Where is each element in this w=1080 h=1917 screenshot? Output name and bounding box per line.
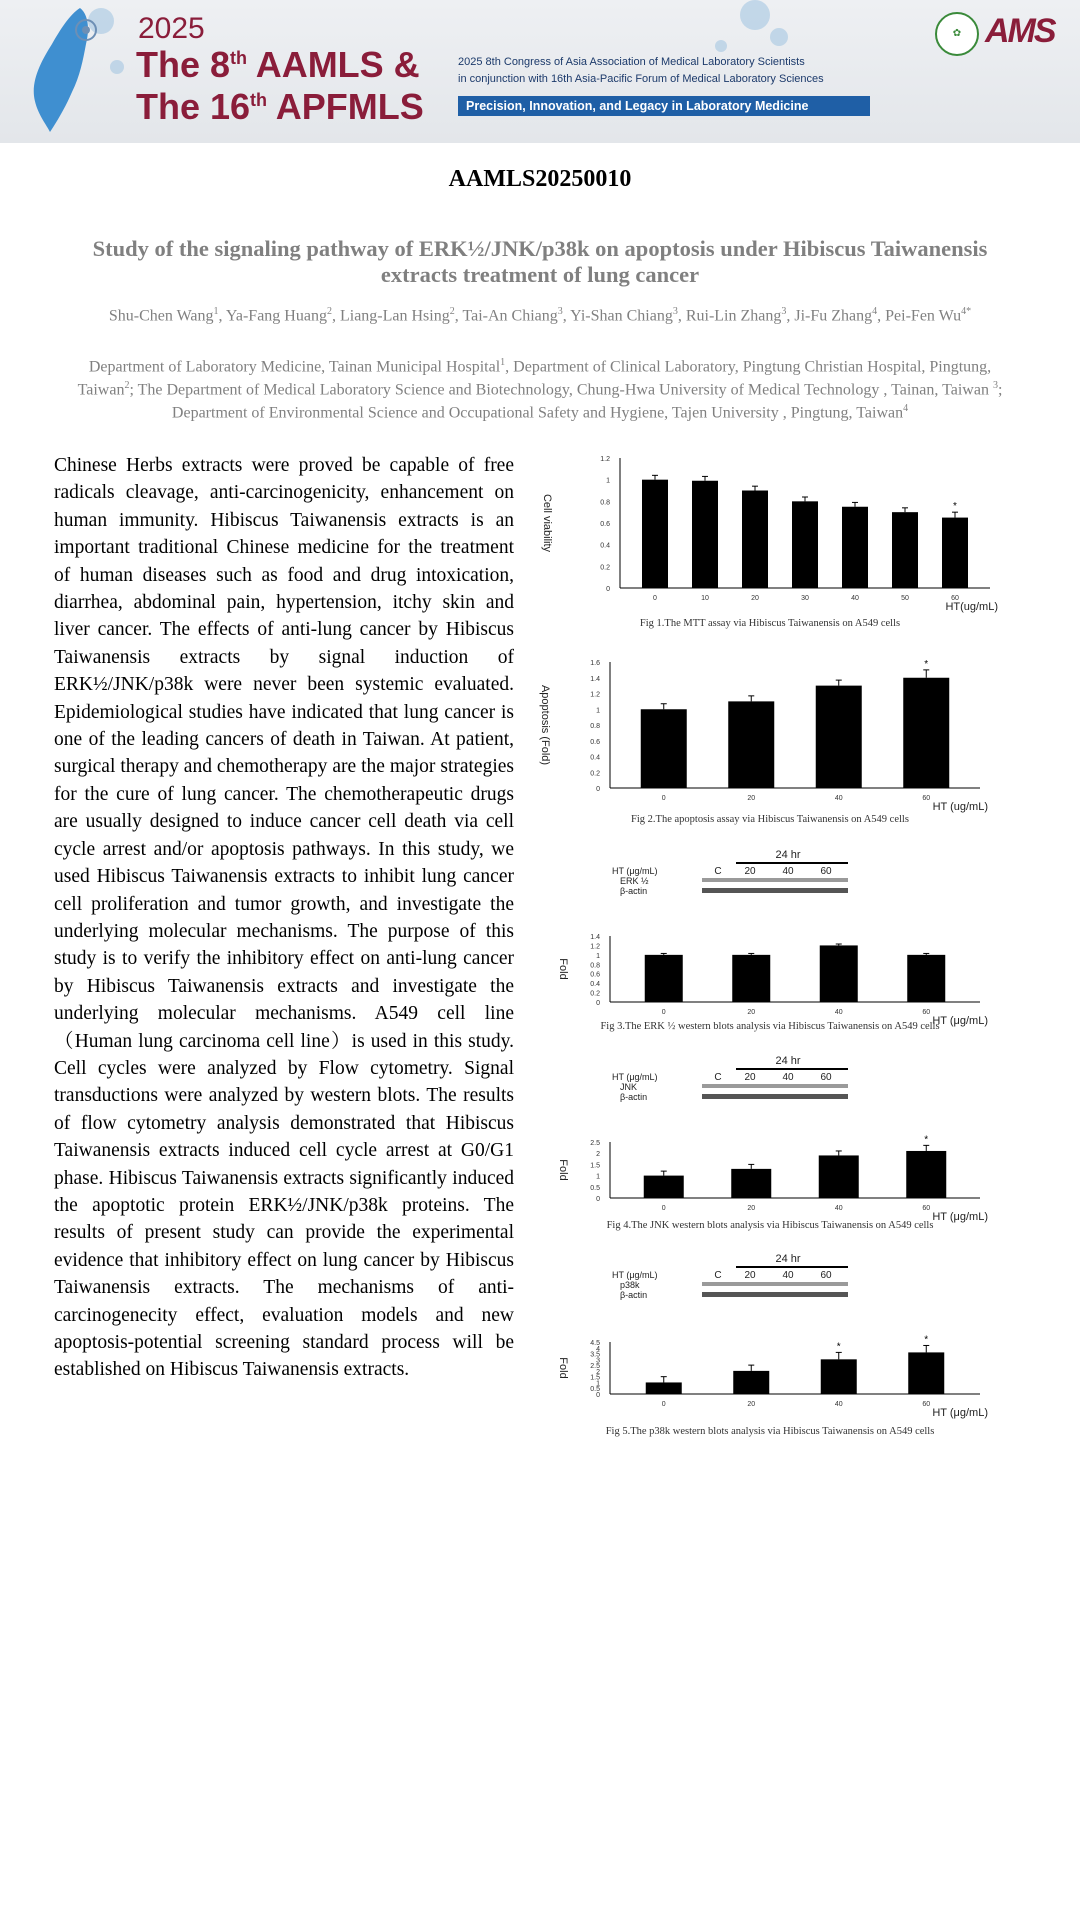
x-tick-label: 20 xyxy=(747,1205,756,1212)
bar xyxy=(821,1359,857,1394)
y-tick-label: 1.5 xyxy=(590,1374,600,1382)
y-tick-label: 1.5 xyxy=(590,1162,600,1170)
blot-unit-label: HT (μg/mL) xyxy=(612,1072,658,1082)
x-tick-label: 20 xyxy=(751,595,759,602)
blot-lane-label: C xyxy=(714,866,722,877)
blot-band xyxy=(702,888,848,893)
author-affiliation-mark: 3 xyxy=(557,306,563,317)
author-affiliation-mark: 4 xyxy=(872,306,878,317)
x-axis-label: HT (ug/mL) xyxy=(932,801,988,813)
affiliation-text: ; The Department of Medical Laboratory Science and Biotechnology, Chung-Hwa University of Medical Technology , Tainan, Taiwan xyxy=(129,381,993,399)
affiliation-mark: 1 xyxy=(500,357,506,368)
chart-5-svg xyxy=(530,1250,1010,1440)
y-tick-label: 0 xyxy=(596,786,600,793)
bar xyxy=(646,1382,682,1394)
x-axis-label: HT (μg/mL) xyxy=(932,1015,988,1027)
author-name: Rui-Lin Zhang xyxy=(685,307,782,325)
author-affiliation-mark: 2 xyxy=(326,306,332,317)
author-name: Shu-Chen Wang xyxy=(108,307,214,325)
x-tick-label: 40 xyxy=(834,1205,843,1212)
paper-title: Study of the signaling pathway of ERK½/JNK/p38k on apoptosis under Hibiscus Taiwanensis extracts treatment of lung cancer xyxy=(92,236,988,287)
x-tick-label: 60 xyxy=(922,1205,931,1212)
blot-band xyxy=(702,1084,848,1088)
author-name: Ji-Fu Zhang xyxy=(794,307,873,325)
blot-unit-label: HT (μg/mL) xyxy=(612,866,658,876)
affiliation-mark: 4 xyxy=(903,402,909,414)
y-tick-label: 0.6 xyxy=(590,738,600,746)
author-list: Shu-Chen Wang$^1$, Ya-Fang Huang$^2$, Liang-Lan Hsing$^2$, Tai-An Chiang$^3$, Yi-Shan Chiang$^3$, Rui-Lin Zhang$^3$, Ji-Fu Zhang$^4$, Pei-Fen $Wu^{4*}$ xyxy=(108,306,972,325)
affiliation-mark: 2 xyxy=(124,379,130,391)
x-tick-label: 60 xyxy=(922,795,931,802)
chart-1-svg xyxy=(530,448,1010,636)
bar xyxy=(792,501,818,588)
chart-3-svg xyxy=(530,846,1010,1036)
blot-band xyxy=(702,1282,848,1286)
y-tick-label: 1 xyxy=(606,477,610,485)
y-tick-label: 2.5 xyxy=(590,1363,600,1371)
taiwan-map-icon xyxy=(28,4,108,136)
bar xyxy=(903,678,949,788)
y-tick-label: 0.2 xyxy=(600,564,610,572)
affiliation-mark: 3 xyxy=(992,379,998,391)
blot-time-label: 24 hr xyxy=(775,1253,801,1265)
affiliation-text: ; Department of Environmental Science and Occupational Safety and Hygiene, Tajen University , Pingtung, Taiwan xyxy=(171,381,1003,421)
author-affiliation-mark: 3 xyxy=(672,306,678,317)
author-affiliation-mark: 3 xyxy=(781,306,787,317)
y-tick-label: 0.4 xyxy=(590,754,600,762)
y-tick-label: 0 xyxy=(596,1196,600,1203)
bar xyxy=(907,955,945,1002)
x-axis-label: HT(ug/mL) xyxy=(945,601,998,613)
author-name: Ya-Fang Huang xyxy=(225,307,327,325)
author-name: Tai-An Chiang xyxy=(462,307,558,325)
y-axis-label: Cell viability xyxy=(541,493,553,553)
affiliations xyxy=(60,354,1020,422)
blot-lane-label: 60 xyxy=(820,1072,832,1083)
figure-caption: Fig 4.The JNK western blots analysis via Hibiscus Taiwanensis on A549 cells xyxy=(606,1220,934,1231)
figure-4-jnk-western-blot xyxy=(530,1052,1010,1234)
author-name: Liang-Lan Hsing xyxy=(339,307,450,325)
blot-lane-label: 20 xyxy=(744,1270,756,1281)
x-tick-label: 50 xyxy=(901,595,909,602)
bar xyxy=(645,955,683,1002)
figure-caption: Fig 1.The MTT assay via Hibiscus Taiwanensis on A549 cells xyxy=(639,618,901,629)
bar xyxy=(908,1352,944,1394)
y-tick-label: 1 xyxy=(596,707,600,715)
significance-mark: * xyxy=(924,658,929,670)
y-tick-label: 0.4 xyxy=(600,542,610,550)
x-tick-label: 10 xyxy=(701,595,709,602)
blot-time-label: 24 hr xyxy=(775,849,801,861)
bar xyxy=(733,1371,769,1394)
bar xyxy=(842,507,868,588)
blot-band xyxy=(702,878,848,882)
x-tick-label: 0 xyxy=(661,1205,666,1212)
y-tick-label: 3.5 xyxy=(590,1351,600,1359)
chart-4-svg xyxy=(530,1052,1010,1234)
blot-lane-label: 60 xyxy=(820,866,832,877)
decor-bubble xyxy=(110,60,124,74)
figure-1-mtt-assay xyxy=(530,448,1010,636)
x-tick-label: 60 xyxy=(951,595,959,602)
banner-congress-line1: 2025 8th Congress of Asia Association of Medical Laboratory Scientists xyxy=(458,56,805,68)
y-tick-label: 2.5 xyxy=(590,1140,600,1147)
y-tick-label: 2 xyxy=(596,1151,600,1159)
bar xyxy=(731,1169,771,1198)
author-affiliation-mark: 1 xyxy=(213,306,219,317)
y-axis-label: Fold xyxy=(557,958,569,980)
y-tick-label: 1.4 xyxy=(590,675,600,683)
y-tick-label: 0.8 xyxy=(600,499,610,507)
blot-row-label: JNK xyxy=(620,1082,638,1092)
blot-row-label: β-actin xyxy=(620,886,648,896)
x-tick-label: 40 xyxy=(834,1401,843,1408)
x-tick-label: 0 xyxy=(661,795,666,802)
y-tick-label: 0.2 xyxy=(590,770,600,778)
significance-mark: * xyxy=(924,1334,929,1346)
y-tick-label: 1.2 xyxy=(590,943,600,951)
bar xyxy=(728,701,774,788)
affiliation-text: , Department of Clinical Laboratory, Pingtung Christian Hospital, Pingtung, Taiwan xyxy=(77,358,992,399)
blot-lane-label: 40 xyxy=(782,866,794,877)
bar xyxy=(816,686,862,788)
x-tick-label: 0 xyxy=(661,1401,666,1408)
decor-bubble xyxy=(740,0,770,30)
y-tick-label: 0 xyxy=(596,1000,600,1007)
x-tick-label: 60 xyxy=(922,1401,931,1408)
abstract-code: AAMLS20250010 xyxy=(448,166,632,192)
blot-lane-label: C xyxy=(714,1072,722,1083)
y-tick-label: 1.2 xyxy=(590,691,600,699)
y-axis-label: Apoptosis (Fold) xyxy=(539,684,551,766)
blot-lane-label: C xyxy=(714,1270,722,1281)
y-tick-label: 1 xyxy=(596,1380,600,1388)
bar xyxy=(906,1151,946,1198)
author-affiliation-mark: 2 xyxy=(449,306,455,317)
figure-5-p38k-western-blot xyxy=(530,1250,1010,1440)
chart-2-svg xyxy=(530,652,1010,832)
y-tick-label: 0.8 xyxy=(590,962,600,970)
figure-caption: Fig 5.The p38k western blots analysis via Hibiscus Taiwanensis on A549 cells xyxy=(605,1426,935,1437)
figure-caption: Fig 3.The ERK ½ western blots analysis via Hibiscus Taiwanensis on A549 cells xyxy=(600,1021,940,1032)
bar xyxy=(742,491,768,589)
affiliation-text: Department of Laboratory Medicine, Tainan Municipal Hospital xyxy=(88,358,501,376)
x-tick-label: 40 xyxy=(851,595,859,602)
bar xyxy=(642,480,668,588)
x-tick-label: 20 xyxy=(747,1401,756,1408)
blot-time-label: 24 hr xyxy=(775,1055,801,1067)
y-tick-label: 1.6 xyxy=(590,660,600,667)
x-tick-label: 20 xyxy=(747,1009,756,1016)
bar xyxy=(819,1155,859,1198)
blot-band xyxy=(702,1094,848,1099)
x-axis-label: HT (μg/mL) xyxy=(932,1407,988,1419)
y-tick-label: 2 xyxy=(596,1368,600,1376)
y-tick-label: 0.8 xyxy=(590,723,600,730)
x-tick-label: 0 xyxy=(653,595,657,602)
blot-lane-label: 20 xyxy=(744,1072,756,1083)
x-tick-label: 20 xyxy=(747,795,756,802)
y-axis-label: Fold xyxy=(557,1357,569,1379)
significance-mark: * xyxy=(836,1341,841,1353)
y-tick-label: 1.2 xyxy=(600,456,610,463)
blot-unit-label: HT (μg/mL) xyxy=(612,1270,658,1280)
figure-2-apoptosis-assay xyxy=(530,652,1010,832)
significance-mark: * xyxy=(924,1134,929,1146)
figure-3-erk-western-blot xyxy=(530,846,1010,1036)
blot-row-label: β-actin xyxy=(620,1290,648,1300)
bar xyxy=(644,1176,684,1198)
x-tick-label: 40 xyxy=(834,1009,843,1016)
banner-title-line1: The 8th AAMLS & xyxy=(136,44,420,85)
society-seal-logo: ✿ xyxy=(935,12,979,56)
conference-banner xyxy=(0,0,1080,143)
y-tick-label: 1 xyxy=(596,1173,600,1181)
significance-mark: * xyxy=(953,501,957,513)
y-tick-label: 4 xyxy=(596,1345,600,1353)
author-name: Pei-Fen Wu xyxy=(885,307,962,325)
x-tick-label: 60 xyxy=(922,1009,931,1016)
x-tick-label: 40 xyxy=(834,795,843,802)
bar xyxy=(942,518,968,588)
blot-lane-label: 20 xyxy=(744,866,756,877)
y-tick-label: 1.4 xyxy=(590,934,600,941)
bar xyxy=(820,945,858,1002)
figure-caption: Fig 2.The apoptosis assay via Hibiscus Taiwanensis on A549 cells xyxy=(631,814,909,825)
blot-row-label: β-actin xyxy=(620,1092,648,1102)
blot-lane-label: 40 xyxy=(782,1270,794,1281)
y-tick-label: 0.4 xyxy=(590,981,600,989)
y-tick-label: 1 xyxy=(596,952,600,960)
blot-lane-label: 40 xyxy=(782,1072,794,1083)
y-tick-label: 0 xyxy=(606,586,610,593)
y-tick-label: 0.5 xyxy=(590,1184,600,1192)
bar xyxy=(641,709,687,788)
author-affiliation-mark: 4* xyxy=(961,306,972,317)
bar xyxy=(692,481,718,588)
blot-band xyxy=(702,1292,848,1297)
y-tick-label: 0 xyxy=(596,1392,600,1399)
blot-row-label: p38k xyxy=(620,1280,640,1290)
x-axis-label: HT (μg/mL) xyxy=(932,1211,988,1223)
y-tick-label: 4.5 xyxy=(590,1340,600,1347)
abstract-body: Chinese Herbs extracts were proved be capable of free radicals cleavage, anti-carcinogenicity, enhancement on human immunity. Hibiscus Taiwanensis extracts is an important traditional Chinese medicine for the treatment of human diseases such as food and drug intoxication, diarrhea, abdominal pain, hypertension, itchy skin and liver cancer. The effects of anti-lung cancer by Hibiscus Taiwanensis extracts by signal induction of ERK½/JNK/p38k were never been systemic evaluated. Epidemiological studies have indicated that lung cancer is one of the leading cancers of death in Taiwan. At patient, surgical therapy and chemotherapy are the major strategies for the cure of lung cancer. The chemotherapeutic drugs are usually designed to induce cancer cell death via cell cycle arrest and/or apoptosis pathways. In this study, we used Hibiscus Taiwanensis extracts to inhibit lung cancer cell proliferation and tumor growth, and investigate the underlying molecular mechanisms. The purpose of this study is to verify the inhibitory effect on anti-lung cancer by Hibiscus Taiwanensis extracts and investigate the underlying molecular mechanisms. A549 cell line（Human lung carcinoma cell line）is used in this study. Cell cycles were analyzed by Flow cytometry. Signal transductions were analyzed by western blots. The results of flow cytometry analysis demonstrated that Hibiscus Taiwanensis extracts induced cell cycle arrest at G0/G1 phase. Hibiscus Taiwanensis extracts significantly induced the apoptotic protein ERK½/JNK/p38k proteins. The results of present study can provide the experimental evidence that inhibitory effect on lung cancer by Hibiscus Taiwanensis extracts. The mechanisms of anti-carcinogenecity effect, evaluation models and new apoptosis-potential screening standard process will be established on Hibiscus Taiwanensis extracts. xyxy=(54,455,514,1381)
decor-bubble xyxy=(770,28,788,46)
author-name: Yi-Shan Chiang xyxy=(570,307,673,325)
y-tick-label: 3 xyxy=(596,1357,600,1365)
banner-congress-line2: in conjunction with 16th Asia-Pacific Forum of Medical Laboratory Sciences xyxy=(458,73,824,85)
ams-logo: AMS xyxy=(985,12,1055,50)
x-tick-label: 30 xyxy=(801,595,809,602)
bar xyxy=(892,512,918,588)
x-tick-label: 0 xyxy=(661,1009,666,1016)
blot-row-label: ERK ½ xyxy=(620,876,649,886)
banner-title-line2: The 16th APFMLS xyxy=(136,86,424,127)
banner-slogan: Precision, Innovation, and Legacy in Laboratory Medicine xyxy=(458,96,870,116)
y-tick-label: 0.2 xyxy=(590,990,600,998)
y-tick-label: 0.6 xyxy=(590,971,600,979)
y-axis-label: Fold xyxy=(557,1159,569,1181)
blot-lane-label: 60 xyxy=(820,1270,832,1281)
bar xyxy=(732,955,770,1002)
banner-year: 2025 xyxy=(138,12,205,45)
y-tick-label: 0.5 xyxy=(590,1386,600,1394)
y-tick-label: 0.6 xyxy=(600,521,610,528)
decor-bubble xyxy=(715,40,727,52)
